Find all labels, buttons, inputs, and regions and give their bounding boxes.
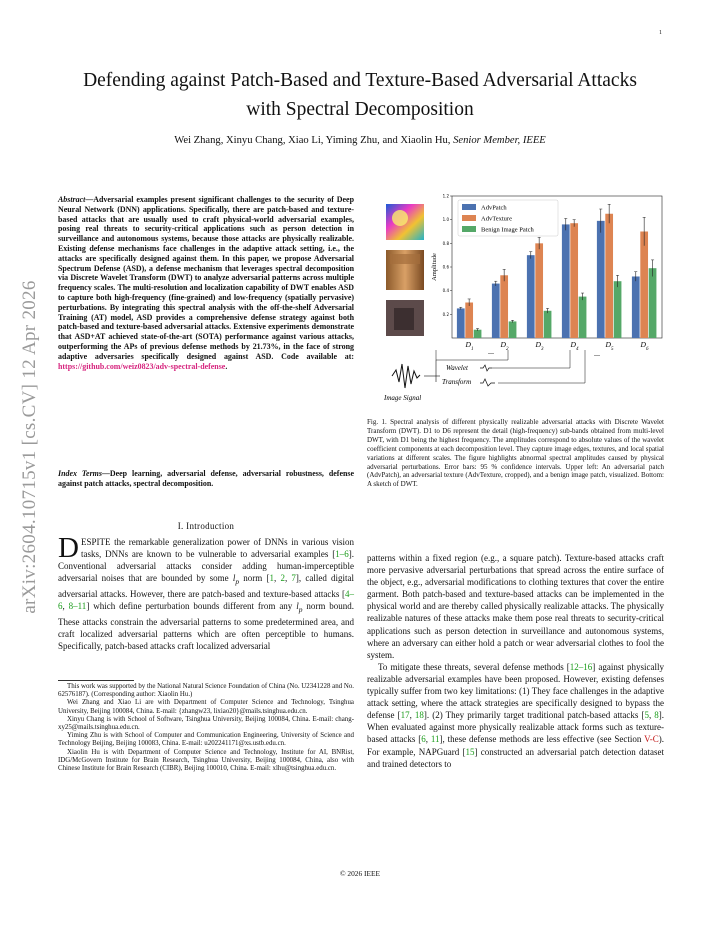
bar-advpatch [457, 308, 465, 338]
title-line-2: with Spectral Decomposition [246, 99, 474, 120]
legend-label: AdvTexture [481, 215, 512, 223]
wavelet-curve-2 [480, 379, 495, 386]
bar-advpatch [492, 284, 500, 338]
y-tick-label: 0.4 [442, 288, 449, 294]
wavelet-label: Wavelet [446, 364, 468, 372]
bar-benign-image-patch [649, 268, 657, 338]
x-tick-subscript: 5 [610, 346, 614, 352]
x-tick-label: $D_4$ [570, 340, 579, 352]
bar-benign-image-patch [474, 330, 482, 338]
wavelet-curve-1 [480, 365, 492, 371]
image-signal-label: Image Signal [384, 394, 422, 402]
code-link[interactable]: https://github.com/weiz0823/adv-spectral-defense [58, 361, 226, 371]
page-number: 1 [659, 30, 662, 36]
figure-1 [380, 190, 670, 405]
footnote-affiliation: Yiming Zhu is with School of Computer and Communication Engineering, University of Science and Technology Beijing, Beijing 100083, China. E-mail: u202241171@xs.ustb.edu.cn. [58, 732, 354, 748]
author-membership: Senior Member, IEEE [453, 135, 546, 146]
transform-label: Transform [442, 378, 472, 386]
x-tick-subscript: 4 [575, 346, 579, 352]
copyright-notice: © 2026 IEEE [339, 869, 381, 878]
paper-title [40, 66, 680, 124]
bar-benign-image-patch [614, 281, 622, 338]
footnote-affiliation: Xinyu Chang is with School of Software, Tsinghua University, Beijing 100084, China. E-mail: chang-xy25@mails.tsinghua.edu.cn. [58, 715, 354, 732]
x-tick-subscript: 6 [645, 346, 649, 352]
bar-benign-image-patch [579, 297, 587, 338]
adv-patch-thumbnail-detail [392, 210, 408, 226]
image-signal-waveform [392, 364, 420, 388]
bar-advtexture [465, 303, 473, 339]
legend-swatch [462, 226, 476, 232]
legend-swatch [462, 204, 476, 210]
legend-label: Benign Image Patch [481, 226, 534, 234]
amplitude-bar-chart [431, 194, 662, 352]
figure-caption: Fig. 1. Spectral analysis of different physically realizable adversarial attacks with Discrete Wavelet Transform (DWT). D1 to D6 represent the detail (high-frequency) sub-bands obtained from multi-level DWT, with D1 being the highest frequency. The amplitudes correspond to absolute values of the wavelet coefficient components at each decomposition level. They capture image edges, textures, and local spatial variations at different scales. The figure highlights abnormal spectral amplitudes caused by physical adversarial perturbations. Error bars: 95 % confidence intervals. Upper left: An adversarial patch (AdvPatch), an adversarial texture (AdvTexture, cropped), and a benign image patch, visualized. Bottom: A sketch of DWT. [367, 418, 664, 489]
y-tick-label: 0.6 [442, 264, 449, 270]
abstract-body: —Adversarial examples present significant challenges to the security of Deep Neural Network (DNN) applications. Specifically, there are patch-based and texture-based attacks that are usually used to craft physical-world adversarial examples, posing real threats to security-critical applications such as person detection in surveillance and autonomous systems, because those attacks are physically realizable. Existing defense mechanisms face challenges in the adaptive attack setting, i.e., the attacks are specifically designed against them. In this paper, we propose Adversarial Spectrum Defense (ASD), a defense mechanism that leverages spectral decomposition via Discrete Wavelet Transform (DWT) to analyze adversarial patterns across multiple frequency scales. The multi-resolution and localization capability of DWT enables ASD to capture both high-frequency (fine-grained) and low-frequency (spatially pervasive) perturbations. By integrating this spectral analysis with the off-the-shelf Adversarial Training (AT) model, ASD provides a comprehensive defense strategy against both patch-based and texture-based adversarial attacks. Extensive experiments demonstrate that ASD+AT achieved state-of-the-art (SOTA) performance against various attacks, outperforming the APs of previous defense methods by 21.73%, in the face of strong adaptive adversaries specifically designed against ASD. Code available at: [58, 195, 354, 361]
benign-patch-thumbnail-detail [394, 308, 414, 330]
x-tick-label: $D_3$ [535, 340, 544, 352]
x-tick-label: $D_6$ [640, 340, 649, 352]
bar-advtexture [640, 232, 648, 339]
bar-advtexture [500, 275, 508, 338]
x-tick-subscript: 1 [470, 346, 474, 352]
footnote-affiliation: Xiaolin Hu is with Department of Computer Science and Technology, Institute for AI, BNRist, IDG/McGovern Institute for Brain Research, Tsinghua University, Beijing 100084, China, also with Chinese Institute for Brain Research (CIBR), Beijing 100010, China. E-mail: xlhu@tsinghua.edu.cn. [58, 748, 354, 773]
author-list [40, 135, 680, 146]
y-tick-label: 0.2 [442, 311, 449, 317]
footnotes [58, 683, 354, 773]
x-tick-label: $D_2$ [500, 340, 509, 352]
introduction-paragraph: DESPITE the remarkable generalization power of DNNs in various vision tasks, DNNs are known to be vulnerable to adversarial examples [1–6]. Conventional adversarial attacks consider adding human-imperceptible adversarial noises that are bounded by some $l_p$ norm [1, 2, 7], called digital adversarial attacks. However, there are patch-based and texture-based attacks [4–6, 8–11] which define perturbation bounds different from any $l_p$ norm bound. These attacks constrain the adversarial patterns to some predetermined area, and craft localized adversarial patterns which are often perceptible to humans. Specifically, patch-based attacks craft localized adversarial [58, 532, 355, 652]
bar-advpatch [562, 224, 570, 338]
section-heading: I. Introduction [177, 521, 235, 531]
index-terms-heading: Index Terms [58, 469, 102, 478]
y-axis-label: Amplitude [431, 253, 438, 281]
bar-advtexture [535, 243, 543, 338]
abstract: Abstract—Adversarial examples present significant challenges to the security of Deep Neural Network (DNN) applications. Specifically, there are patch-based and texture-based attacks that are usually used to craft physical-world adversarial examples, posing real threats to security-critical applications such as person detection in surveillance and autonomous systems, because those attacks are physically realizable. Existing defense mechanisms face challenges in the adaptive attack setting, i.e., the attacks are specifically designed against them. In this paper, we propose Adversarial Spectrum Defense (ASD), a defense mechanism that leverages spectral decomposition via Discrete Wavelet Transform (DWT) to analyze adversarial patterns across multiple frequency scales. The multi-resolution and localization capability of DWT enables ASD to capture both high-frequency (fine-grained) and low-frequency (spatially pervasive) perturbations. By integrating this spectral analysis with the off-the-shelf Adversarial Training (AT) model, ASD provides a comprehensive defense strategy against both patch-based and texture-based adversarial attacks. Extensive experiments demonstrate that ASD+AT achieved state-of-the-art (SOTA) performance against various attacks, outperforming the APs of previous defense methods by 21.73%, in the face of strong adaptive adversaries specifically designed against ASD. Code available at: https://github.com/weiz0823/adv-spectral-defense. [58, 195, 354, 371]
x-tick-label: $D_5$ [605, 340, 614, 352]
title-line-1: Defending against Patch-Based and Texture-Based Adversarial Attacks [83, 70, 637, 91]
index-terms-body: —Deep learning, adversarial defense, adversarial robustness, defense against patch attacks, spectral decomposition. [58, 469, 354, 488]
footnote-affiliation: Wei Zhang and Xiao Li are with Department of Computer Science and Technology, Tsinghua University, Beijing 100084, China. E-mail: {zhangw23, lixiao20}@mails.tsinghua.edu.cn. [58, 699, 354, 715]
adv-texture-thumbnail-detail [390, 254, 420, 264]
arxiv-identifier: arXiv:2604.10715v1 [cs.CV] 12 Apr 2026 [19, 280, 40, 614]
y-tick-label: 0.8 [442, 240, 449, 246]
footnote-funding: This work was supported by the National Natural Science Foundation of China (No. U2341228 and No. 62576187). (Corresponding author: Xiaolin Hu.) [58, 683, 354, 699]
drop-cap: D [58, 532, 79, 564]
ellipsis-right: ... [594, 349, 600, 358]
legend-label: AdvPatch [481, 204, 507, 212]
bar-advtexture [570, 223, 578, 338]
abstract-heading: Abstract [58, 195, 86, 204]
bar-advpatch [597, 221, 605, 338]
y-tick-label: 1.2 [442, 193, 449, 199]
bar-advtexture [605, 214, 613, 338]
bar-benign-image-patch [544, 311, 552, 338]
introduction-right-column [367, 552, 664, 770]
legend-swatch [462, 215, 476, 221]
intro-first-word: ESPITE [80, 537, 111, 547]
footnote-rule [58, 680, 134, 681]
intro-paragraph-continued: patterns within a fixed region (e.g., a square patch). Texture-based attacks craft more pervasive adversarial perturbations that spread across the entire surface of the object, e.g., adversarial modifications to clothing textures that cover the entire garment. Both patch-based and texture-based attacks can be implemented in the physical world and are thereby called physically realizable attacks. The physically realizable natures of these attacks make them pose real threats to security-critical applications such as person detection in surveillance and autonomous systems, where an adversary can either hold a patch or wear adversarial clothes to fool the system. [367, 553, 664, 660]
y-tick-label: 1.0 [442, 217, 449, 223]
author-names: Wei Zhang, Xinyu Chang, Xiao Li, Yiming Zhu, and Xiaolin Hu, [174, 135, 451, 146]
ellipsis-mid: ... [488, 347, 494, 356]
bar-advpatch [527, 255, 535, 338]
index-terms [58, 469, 354, 489]
bar-benign-image-patch [509, 321, 517, 338]
x-tick-subscript: 2 [505, 346, 509, 352]
x-tick-label: $D_1$ [465, 340, 474, 352]
x-tick-subscript: 3 [540, 346, 544, 352]
intro-paragraph-2: To mitigate these threats, several defense methods [12–16] against physically realizable adversarial examples have been proposed. However, existing defenses typically suffer from two key limitations: (1) They face challenges in the adaptive attack setting, where the attack strategies are specifically designed to bypass the defense [17, 18]. (2) They primarily target traditional patch-based attacks [5, 8]. When evaluated against more physically realizable attack forms such as texture-based attacks [6, 11], these defense methods are less effective (see Section V-C). For example, NAPGuard [15] constructed an adversarial patch detection dataset and trained detectors to [367, 661, 665, 769]
bar-advpatch [632, 276, 640, 338]
